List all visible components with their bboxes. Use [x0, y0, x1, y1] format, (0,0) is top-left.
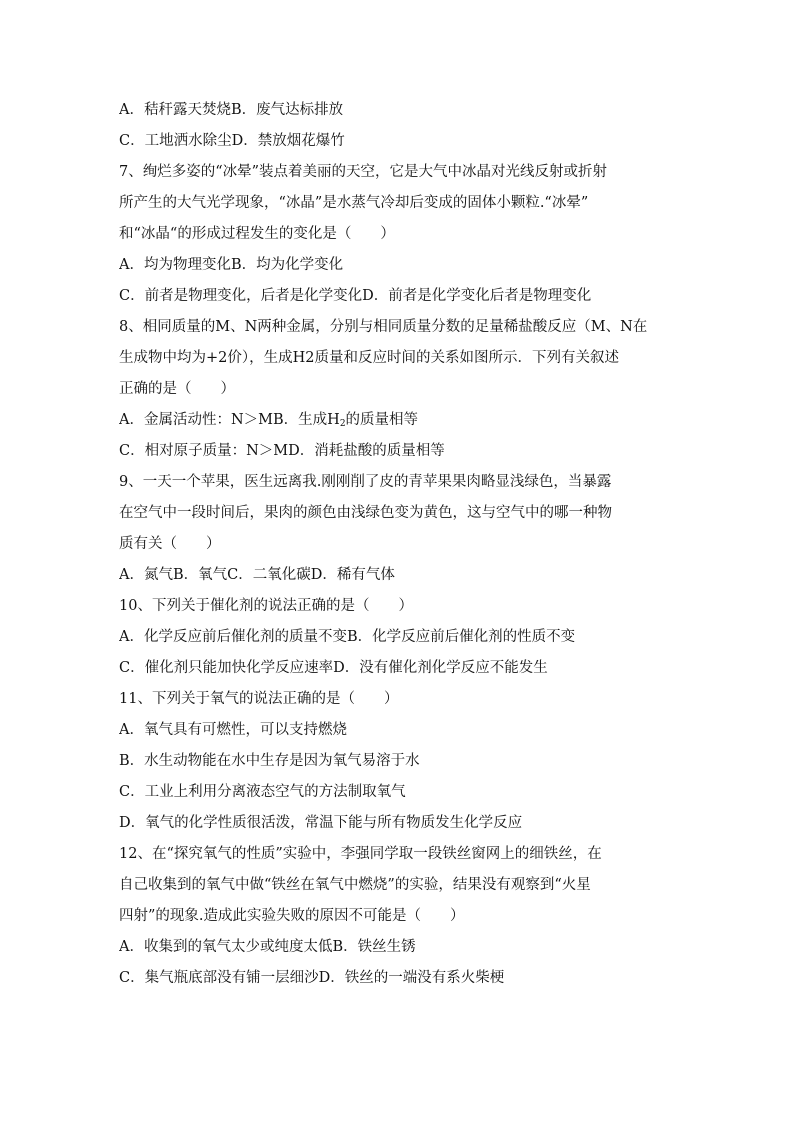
option-line: A．秸秆露天焚烧B．废气达标排放: [119, 102, 344, 118]
question-stem-line: 8、相同质量的M、N两种金属，分别与相同质量分数的足量稀盐酸反应（M、N在: [119, 319, 648, 335]
option-line: C．相对原子质量：N＞MD．消耗盐酸的质量相等: [119, 443, 445, 459]
question-stem-line: 质有关（ ）: [119, 536, 221, 552]
option-line: A．均为物理变化B．均为化学变化: [119, 257, 344, 273]
question-8: [119, 312, 679, 467]
option-line: A．氮气B．氧气C．二氧化碳D．稀有气体: [119, 567, 395, 583]
question-10: [119, 591, 679, 684]
option-line: C．前者是物理变化，后者是化学变化D．前者是化学变化后者是物理变化: [119, 288, 592, 304]
exam-page: [119, 95, 679, 994]
option-line: A．化学反应前后催化剂的质量不变B．化学反应前后催化剂的性质不变: [119, 629, 576, 645]
question-stem-line: 所产生的大气光学现象，“冰晶”是水蒸气冷却后变成的固体小颗粒.“冰晕”: [119, 195, 589, 211]
option-line: A．氧气具有可燃性，可以支持燃烧: [119, 722, 347, 738]
option-line: A．收集到的氧气太少或纯度太低B．铁丝生锈: [119, 939, 416, 955]
question-6-options: [119, 95, 679, 157]
question-stem-line: 7、绚烂多姿的“冰晕”装点着美丽的天空，它是大气中冰晶对光线反射或折射: [119, 164, 608, 180]
question-stem-line: 自己收集到的氧气中做“铁丝在氧气中燃烧”的实验，结果没有观察到“火星: [119, 877, 591, 893]
subscript: 2: [339, 419, 346, 429]
option-line: D．氧气的化学性质很活泼，常温下能与所有物质发生化学反应: [119, 815, 523, 831]
option-line: C．催化剂只能加快化学反应速率D．没有催化剂化学反应不能发生: [119, 660, 548, 676]
question-9: [119, 467, 679, 591]
question-stem-line: 11、下列关于氧气的说法正确的是（ ）: [119, 691, 399, 707]
question-stem-line: 四射”的现象.造成此实验失败的原因不可能是（ ）: [119, 908, 465, 924]
option-line: [119, 405, 679, 436]
question-12: [119, 839, 679, 994]
question-stem-line: 在空气中一段时间后，果肉的颜色由浅绿色变为黄色，这与空气中的哪一种物: [119, 505, 612, 521]
question-stem-line: 和“冰晶“的形成过程发生的变化是（ ）: [119, 226, 395, 242]
question-stem-line: 10、下列关于催化剂的说法正确的是（ ）: [119, 598, 413, 614]
option-line: C．工地洒水除尘D．禁放烟花爆竹: [119, 133, 345, 149]
option-line: C．集气瓶底部没有铺一层细沙D．铁丝的一端没有系火柴梗: [119, 970, 505, 986]
option-text: A．金属活动性：N＞MB．生成H: [119, 412, 340, 428]
option-line: B．水生动物能在水中生存是因为氧气易溶于水: [119, 753, 420, 769]
question-stem-line: 12、在“探究氧气的性质”实验中，李强同学取一段铁丝窗网上的细铁丝，在: [119, 846, 602, 862]
option-line: C．工业上利用分离液态空气的方法制取氧气: [119, 784, 406, 800]
question-stem-line: 生成物中均为+2价），生成H2质量和反应时间的关系如图所示．下列有关叙述: [119, 350, 619, 366]
question-7: [119, 157, 679, 312]
question-stem-line: 9、一天一个苹果，医生远离我.刚刚削了皮的青苹果果肉略显浅绿色，当暴露: [119, 474, 612, 490]
question-11: [119, 684, 679, 839]
question-stem-line: 正确的是（ ）: [119, 381, 235, 397]
option-text: 的质量相等: [345, 412, 419, 428]
